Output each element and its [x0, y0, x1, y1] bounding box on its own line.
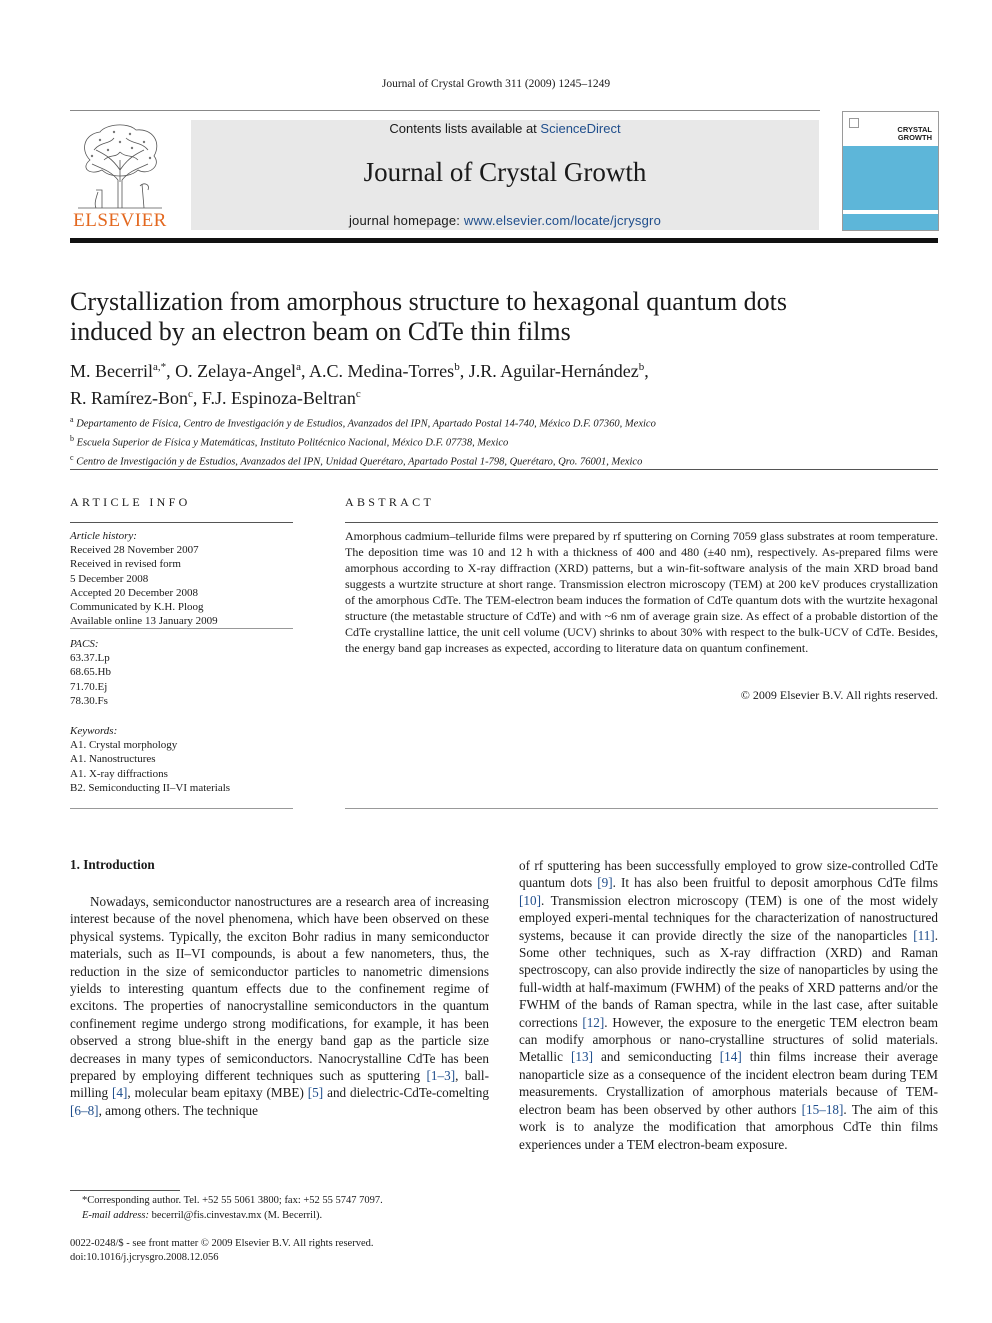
publisher-name: ELSEVIER [73, 210, 167, 231]
doi[interactable]: doi:10.1016/j.jcrysgro.2008.12.056 [70, 1252, 219, 1263]
introduction-heading: 1. Introduction [70, 857, 155, 872]
citation-link[interactable]: [11] [913, 927, 935, 943]
body-column-right: of rf sputtering has been successfully employed to grow size-controlled CdTe quantum dots [9]. It has also been fruitful to deposit amorphous CdTe films [10]. Transmission electron microscopy (TEM) is one of the most widely employed experi-mental techniques for the characterization of nanostructured systems, because it can provide directly the size of the nanoparticles [11]. Some other techniques, such as X-ray diffraction (XRD) and Raman spectroscopy, can also provide indirectly the size of nanoparticles by using the full-width at half-maximum (FWHM) of the peaks of XRD patterns and/or the FWHM of the bands of Raman spectra, while in the last case, after suitable corrections [12]. However, the exposure to the energetic TEM electron beam can modify amorphous or nano-crystalline structures of solid materials. Metallic [13] and semiconducting [14] thin films increase their average nanoparticle size as a consequence of the incident electron beam during TEM measurements. Crystallization of amorphous materials because of TEM-electron beam has been observed by other authors [15–18]. The aim of this work is to analyze the modification that amorphous CdTe thin films experiences under a TEM electron-beam exposure. [519, 858, 938, 1152]
citation-link[interactable]: [14] [719, 1049, 742, 1065]
cover-color-stripe [843, 214, 938, 230]
cover-logo-icon [849, 118, 859, 128]
cover-title: CRYSTAL GROWTH [897, 125, 932, 142]
contents-prefix: Contents lists available at [389, 121, 541, 136]
author[interactable]: F.J. Espinoza-Beltran$^c$ [201, 388, 361, 408]
abstract-copyright: © 2009 Elsevier B.V. All rights reserved. [740, 688, 938, 702]
citation-link[interactable]: [1–3] [426, 1068, 456, 1084]
citation-link[interactable]: [9] [597, 875, 613, 891]
abstract-text: Amorphous cadmium–telluride films were prepared by rf sputtering on Corning 7059 glass substrates at room temperature. The deposition time was 10 and 12 h with a thickness of 400 and 480 (±40 nm), respectively. As-prepared films were amorphous according to X-ray diffraction (XRD) patterns, but a win-fit-software analysis of the main XRD broad band suggests a wurtzite structure at short range. Transmission electron microscopy (TEM) at 200 keV produces crystallization of the amorphous CdTe. The TEM-electron beam induces the formation of CdTe quantum dots with the wurtzite hexagonal structure (the metastable structure of CdTe) and with ~6 nm of average grain size. As effect of a probable distortion of the CdTe crystalline lattice, the unit cell volume (UCV) shrinks to about 30% with respect to the bulk-UCV of CdTe. Besides, the energy band gap increases as expected, according to literature data on quantum confinement. [345, 529, 938, 655]
citation-link[interactable]: [10] [519, 892, 541, 908]
top-rule [70, 110, 820, 111]
citation-link[interactable]: [12] [582, 1014, 605, 1030]
homepage-prefix: journal homepage: [348, 213, 464, 228]
article-info-heading: ARTICLE INFO [70, 495, 191, 509]
author[interactable]: M. Becerril$^{a,*}$ [70, 361, 167, 381]
email-link[interactable]: becerril@fis.cinvestav.mx (M. Becerril). [151, 1209, 323, 1221]
citation-link[interactable]: [13] [571, 1049, 593, 1065]
author[interactable]: A.C. Medina-Torres$^b$ [308, 361, 460, 381]
affiliation: $^b$ Escuela Superior de Física y Matemáticas, Instituto Politécnico Nacional, México D.F. 07738, Mexico [70, 434, 509, 449]
sciencedirect-link[interactable]: ScienceDirect [540, 121, 621, 136]
journal-name: Journal of Crystal Growth [363, 157, 647, 187]
author[interactable]: O. Zelaya-Angel$^a$ [175, 361, 301, 381]
article-history: Article history: Received 28 November 2007 Received in revised form 5 December 2008 Accepted 20 December 2008 Communicated by K.H. Ploog Available online 13 January 2009 [70, 530, 218, 628]
pacs-codes: PACS: 63.37.Lp 68.65.Hb 71.70.Ej 78.30.Fs [70, 638, 111, 707]
running-head: Journal of Crystal Growth 311 (2009) 1245–1249 [381, 78, 611, 90]
affiliation: $^c$ Centro de Investigación y de Estudios, Avanzados del IPN, Unidad Querétaro, Apartado Postal 1-798, Querétaro, Qro. 76001, Mexico [70, 453, 643, 468]
author[interactable]: R. Ramírez-Bon$^c$ [70, 388, 193, 408]
author[interactable]: J.R. Aguilar-Hernández$^b$ [468, 361, 645, 381]
article-title: Crystallization from amorphous structure to hexagonal quantum dots induced by an electron beam on CdTe thin films [70, 287, 788, 346]
keyword[interactable]: A1. Nanostructures [70, 753, 156, 766]
contents-line [191, 121, 819, 136]
masthead-divider [70, 238, 938, 243]
affiliations [70, 413, 930, 470]
citation-link[interactable]: [6–8] [70, 1102, 99, 1118]
copyright-block: 0022-0248/$ - see front matter © 2009 Elsevier B.V. All rights reserved. doi:10.1016/j.jcrysgro.2008.12.056 [70, 1237, 489, 1265]
cover-color-band [843, 146, 938, 210]
abstract-heading: ABSTRACT [345, 495, 435, 509]
keywords: Keywords: A1. Crystal morphology A1. Nanostructures A1. X-ray diffractions B2. Semiconducting II–VI materials [70, 724, 293, 795]
journal-cover-thumbnail [842, 111, 939, 231]
corresponding-author-footnote: *Corresponding author. Tel. +52 55 5061 3800; fax: +52 55 5747 7097. E-mail address: becerril@fis.cinvestav.mx (M. Becerril). [82, 1195, 383, 1221]
affiliation: $^a$ Departamento de Física, Centro de Investigación y de Estudios, Avanzados del IPN, Apartado Postal 14-740, México D.F. 07360, Mexico [70, 415, 656, 430]
body-column-left: Nowadays, semiconductor nanostructures are a research area of increasing interest because of the novel phenomena, which have been observed on these physical systems. Typically, the exciton Bohr radius in many semiconductor materials, such as II–VI compounds, is about a few nanometers, thus, the reduction in the size of semiconductor particles to nanometric dimensions yields to interesting quantum effects due to the confinement regime of excitons. The properties of nanocrystalline semiconductors in the quantum confinement regime undergo strong modifications, for example, it has been observed a strong blue-shift in the energy band gap as the particle size decreases in many types of semiconductors. Nanocrystalline CdTe has been prepared by employing different techniques such as sputtering [1–3], ball-milling [4], molecular beam epitaxy (MBE) [5] and dielectric-CdTe-comelting [6–8], among others. The technique [70, 894, 489, 1118]
affiliation-divider [70, 469, 938, 470]
homepage-line [191, 213, 819, 228]
citation-link[interactable]: [4] [112, 1085, 128, 1101]
keyword[interactable]: B2. Semiconducting II–VI materials [70, 781, 231, 794]
keyword[interactable]: A1. X-ray diffractions [70, 767, 168, 780]
author-list: M. Becerril$^{a,*}$, O. Zelaya-Angel$^a$, A.C. Medina-Torres$^b$, J.R. Aguilar-Hernández$^b$, R. Ramírez-Bon$^c$, F.J. Espinoza-Beltran$^c$ [70, 361, 649, 408]
citation-link[interactable]: [15–18] [801, 1101, 844, 1117]
keyword[interactable]: A1. Crystal morphology [70, 739, 178, 752]
citation-link[interactable]: [5] [307, 1085, 324, 1101]
homepage-link[interactable]: www.elsevier.com/locate/jcrysgro [463, 213, 662, 228]
